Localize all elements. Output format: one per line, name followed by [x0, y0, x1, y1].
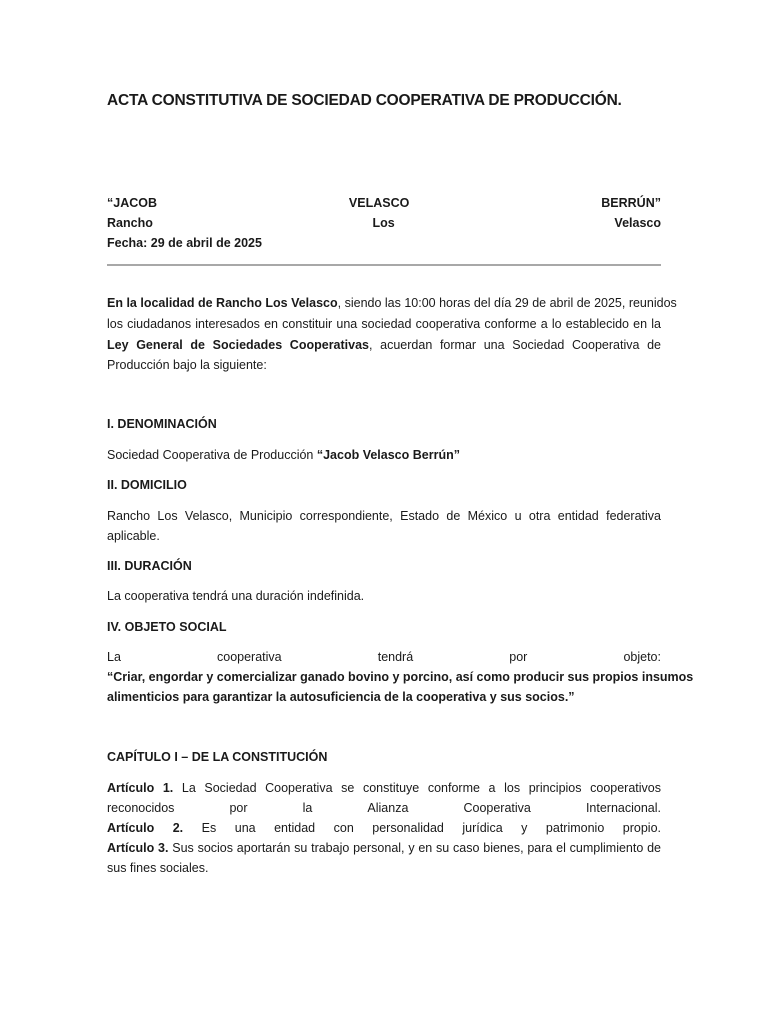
article-2-line: [107, 818, 661, 838]
objeto-word-3: tendrá: [377, 650, 414, 664]
date-line: Fecha: 29 de abril de 2025: [107, 236, 262, 250]
section-heading-objeto: IV. OBJETO SOCIAL: [107, 620, 227, 634]
article-1-line-2: [107, 798, 661, 818]
intro-law-bold: Ley General de Sociedades Cooperativas: [107, 338, 370, 352]
article-1-label: Artículo 1.: [107, 781, 174, 795]
denominacion-name: “Jacob Velasco Berrún”: [316, 448, 460, 462]
article-3-text: Sus socios aportarán su trabajo personal, y en su caso bienes, para el cumplimiento de: [168, 841, 662, 855]
objeto-word-5: objeto:: [623, 650, 661, 664]
intro-line-4: Producción bajo la siguiente:: [107, 358, 267, 372]
cooperative-name-line: [107, 193, 661, 213]
location-part-3: Velasco: [614, 216, 661, 230]
duracion-text: La cooperativa tendrá una duración indefinida.: [107, 589, 365, 603]
article-1-word-5: Cooperativa: [463, 801, 531, 815]
objeto-line-1: [107, 647, 661, 667]
intro-line-1: [107, 293, 677, 313]
article-1-word-3: la: [302, 801, 313, 815]
objeto-word-1: La: [107, 650, 121, 664]
name-part-3: BERRÚN”: [601, 196, 661, 210]
objeto-word-2: cooperativa: [217, 650, 282, 664]
chapter-heading: CAPÍTULO I – DE LA CONSTITUCIÓN: [107, 750, 328, 764]
location-part-1: Rancho: [107, 216, 153, 230]
denominacion-prefix: Sociedad Cooperativa de Producción: [107, 448, 317, 462]
objeto-line-3: alimenticios para garantizar la autosuficiencia de la cooperativa y sus socios.”: [107, 690, 575, 704]
name-part-1: “JACOB: [107, 196, 158, 210]
objeto-line-2: “Criar, engordar y comercializar ganado bovino y porcino, así como producir sus propios insumos: [107, 670, 694, 684]
article-1-word-4: Alianza: [367, 801, 409, 815]
denominacion-text: [107, 445, 661, 465]
name-part-2: VELASCO: [348, 196, 410, 210]
objeto-word-4: por: [509, 650, 528, 664]
section-heading-domicilio: II. DOMICILIO: [107, 478, 187, 492]
article-3-line-1: [107, 838, 661, 858]
article-3-label: Artículo 3.: [107, 841, 169, 855]
article-1-word-1: reconocidos: [107, 801, 175, 815]
intro-line-3: [107, 335, 661, 355]
header-divider: [107, 264, 661, 266]
article-1-line-1: [107, 778, 661, 798]
section-heading-denominacion: I. DENOMINACIÓN: [107, 417, 217, 431]
intro-location-bold: En la localidad de Rancho Los Velasco: [107, 296, 338, 310]
location-part-2: Los: [372, 216, 395, 230]
domicilio-line-2: aplicable.: [107, 529, 160, 543]
intro-line-2: los ciudadanos interesados en constituir una sociedad cooperativa conforme a lo establecido en la: [107, 317, 661, 331]
article-1-text: La Sociedad Cooperativa se constituye conforme a los principios cooperativos: [173, 781, 661, 795]
article-1-word-2: por: [229, 801, 248, 815]
intro-line-1-rest: , siendo las 10:00 horas del día 29 de abril de 2025, reunidos: [337, 296, 677, 310]
document-title: ACTA CONSTITUTIVA DE SOCIEDAD COOPERATIVA DE PRODUCCIÓN.: [107, 92, 622, 109]
article-2-label: Artículo 2.: [107, 821, 184, 835]
intro-line-3-rest: , acuerdan formar una Sociedad Cooperativa de: [369, 338, 661, 352]
article-2-text: Es una entidad con personalidad jurídica y patrimonio propio.: [183, 821, 661, 835]
section-heading-duracion: III. DURACIÓN: [107, 559, 192, 573]
article-3-line-2: sus fines sociales.: [107, 861, 209, 875]
domicilio-line-1: Rancho Los Velasco, Municipio correspondiente, Estado de México u otra entidad federativa: [107, 509, 661, 523]
article-1-word-6: Internacional.: [585, 801, 661, 815]
location-line: [107, 213, 661, 233]
